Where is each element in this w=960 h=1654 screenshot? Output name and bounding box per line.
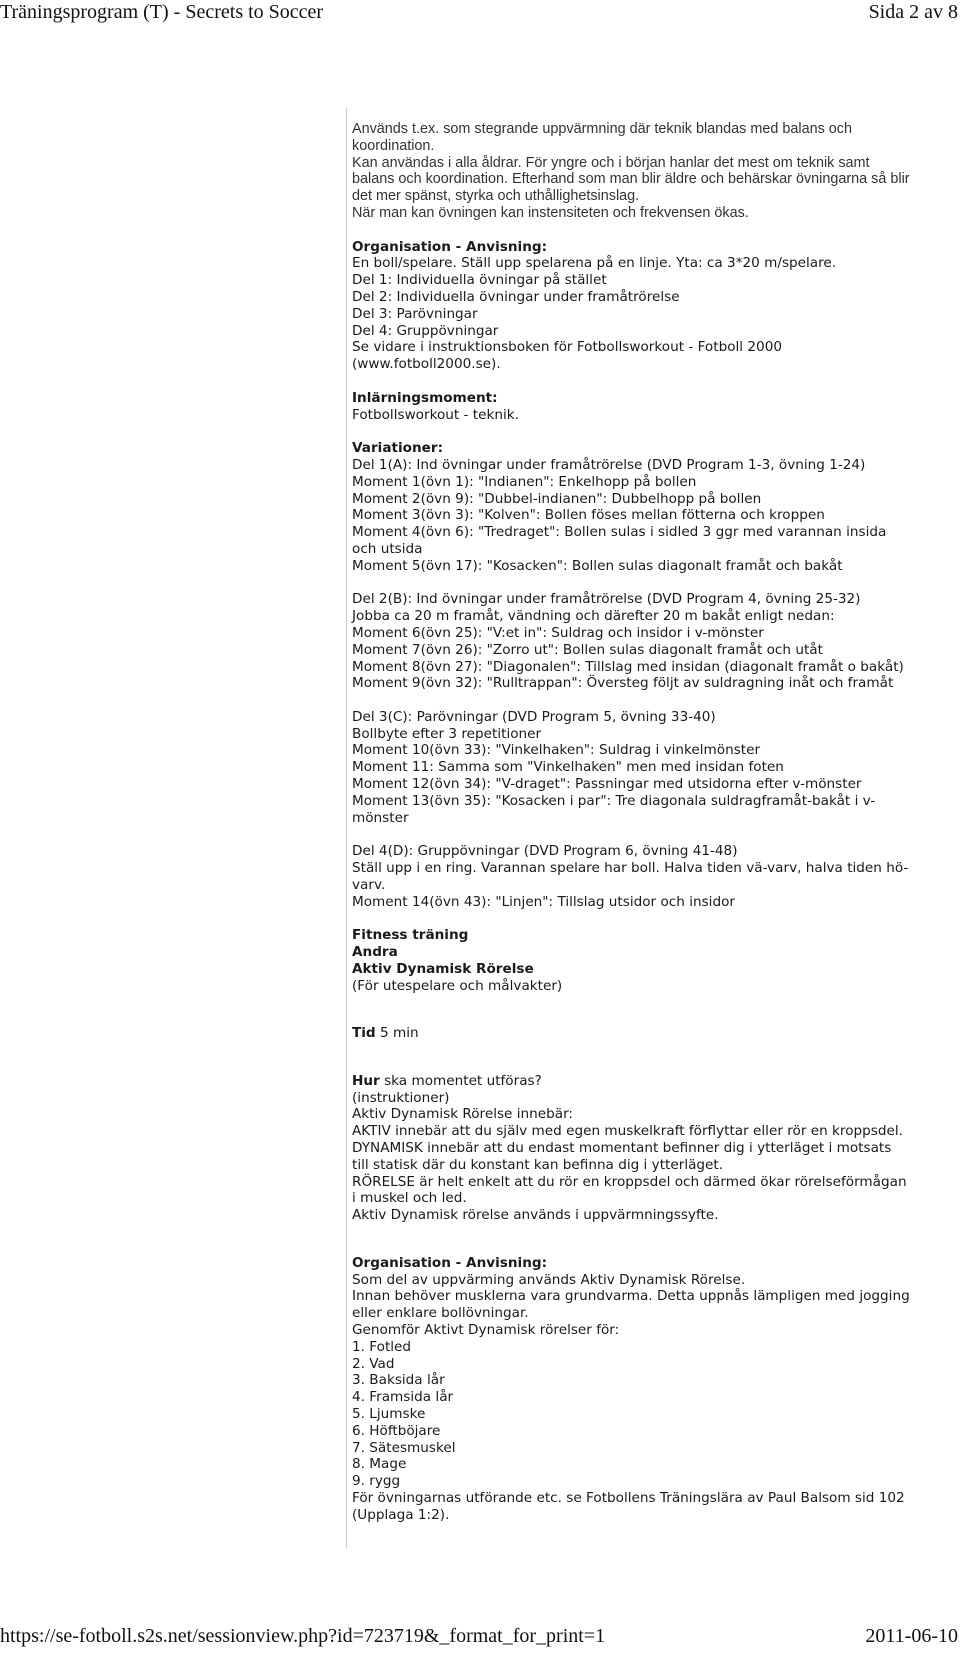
list-item: 5. Ljumske bbox=[352, 1405, 426, 1422]
variation-line: Ställ upp i en ring. Varannan spelare har boll. Halva tiden vä-varv, halva tiden hö-varv. bbox=[352, 860, 909, 893]
hur-line: DYNAMISK innebär att du endast momentant befinner dig i ytterläget i motsats till statisk där du konstant kan befinna dig i ytterläget. bbox=[352, 1140, 892, 1173]
variation-line: Del 1(A): Ind övningar under framåtrörelse (DVD Program 1-3, övning 1-24) bbox=[352, 456, 866, 473]
variation-line: Moment 7(övn 26): "Zorro ut": Bollen sulas diagonalt framåt och utåt bbox=[352, 641, 823, 658]
exercise-title: Aktiv Dynamisk Rörelse bbox=[352, 960, 534, 977]
organisation-line: Del 2: Individuella övningar under framåtrörelse bbox=[352, 288, 680, 305]
intro-line: När man kan övningen kan instensiteten och frekvensen ökas. bbox=[352, 204, 749, 221]
variation-line: Jobba ca 20 m framåt, vändning och därefter 20 m bakåt enligt nedan: bbox=[352, 608, 835, 625]
variation-line: Moment 1(övn 1): "Indianen": Enkelhopp på bollen bbox=[352, 473, 697, 490]
variation-line: Moment 2(övn 9): "Dubbel-indianen": Dubbelhopp på bollen bbox=[352, 490, 762, 507]
variationer-heading: Variationer: bbox=[352, 440, 444, 457]
session-content bbox=[352, 121, 912, 1524]
organisation-line: Som del av uppvärming används Aktiv Dynamisk Rörelse. bbox=[352, 1271, 746, 1288]
page-url: https://se-fotboll.s2s.net/sessionview.php?id=723719&_format_for_print=1 bbox=[0, 1625, 606, 1647]
variation-line: Moment 5(övn 17): "Kosacken": Bollen sulas diagonalt framåt och bakåt bbox=[352, 557, 843, 574]
hur-section bbox=[352, 1073, 912, 1224]
variation-line: Moment 10(övn 33): "Vinkelhaken": Suldrag i vinkelmönster bbox=[352, 742, 761, 759]
organisation-line: Del 3: Parövningar bbox=[352, 305, 478, 322]
variation-line: Bollbyte efter 3 repetitioner bbox=[352, 725, 542, 742]
variation-line: Moment 14(övn 43): "Linjen": Tillslag utsidor och insidor bbox=[352, 893, 735, 910]
list-item: 2. Vad bbox=[352, 1355, 395, 1372]
organisation-line: En boll/spelare. Ställ upp spelarena på en linje. Yta: ca 3*20 m/spelare. bbox=[352, 255, 837, 272]
variation-line: Moment 8(övn 27): "Diagonalen": Tillslag med insidan (diagonalt framåt o bakåt) bbox=[352, 658, 904, 675]
fitness-category: Fitness träning bbox=[352, 927, 469, 944]
list-item: 8. Mage bbox=[352, 1456, 407, 1473]
hur-line: (instruktioner) bbox=[352, 1089, 450, 1106]
variation-group-c bbox=[352, 709, 912, 827]
hur-line: AKTIV innebär att du själv med egen muskelkraft förflyttar eller rör en kroppsdel. bbox=[352, 1123, 903, 1140]
variation-group-b bbox=[352, 591, 912, 692]
list-item: 9. rygg bbox=[352, 1473, 401, 1490]
variation-line: Moment 4(övn 6): "Tredraget": Bollen sulas i sidled 3 ggr med varannan insida och utsida bbox=[352, 524, 887, 557]
left-divider bbox=[346, 108, 347, 1548]
inlarning-section bbox=[352, 390, 912, 424]
variation-line: Moment 12(övn 34): "V-draget": Passningar med utsidorna efter v-mönster bbox=[352, 776, 862, 793]
exercise-audience: (För utespelare och målvakter) bbox=[352, 977, 563, 994]
organisation-line: För övningarnas utförande etc. se Fotbollens Träningslära av Paul Balsom sid 102 (Upplaga 1:2). bbox=[352, 1489, 905, 1523]
list-item: 7. Sätesmuskel bbox=[352, 1439, 456, 1456]
organisation-heading: Organisation - Anvisning: bbox=[352, 1254, 548, 1271]
intro-line: Används t.ex. som stegrande uppvärmning där teknik blandas med balans och koordination. bbox=[352, 121, 852, 154]
list-item: 3. Baksida lår bbox=[352, 1372, 445, 1389]
variation-line: Moment 3(övn 3): "Kolven": Bollen föses mellan fötterna och kroppen bbox=[352, 507, 825, 524]
variation-line: Del 2(B): Ind övningar under framåtrörelse (DVD Program 4, övning 25-32) bbox=[352, 591, 861, 608]
variation-line: Moment 13(övn 35): "Kosacken i par": Tre diagonala suldragframåt-bakåt i v-mönster bbox=[352, 792, 876, 826]
variation-group-a bbox=[352, 457, 912, 575]
organisation-line: Del 4: Gruppövningar bbox=[352, 322, 499, 339]
variation-line: Del 4(D): Gruppövningar (DVD Program 6, övning 41-48) bbox=[352, 843, 738, 860]
tid-label: Tid bbox=[352, 1025, 376, 1042]
variation-line: Moment 11: Samma som "Vinkelhaken" men med insidan foten bbox=[352, 759, 784, 776]
fitness-section bbox=[352, 927, 912, 994]
tid-section bbox=[352, 1025, 912, 1042]
list-item: 1. Fotled bbox=[352, 1338, 412, 1355]
organisation-section bbox=[352, 239, 912, 373]
hur-line: Aktiv Dynamisk rörelse används i uppvärmningssyfte. bbox=[352, 1207, 719, 1224]
hur-label: Hur bbox=[352, 1072, 380, 1089]
page-number: Sida 2 av 8 bbox=[868, 1, 958, 23]
print-footer bbox=[0, 1624, 960, 1654]
organisation-line: Genomför Aktivt Dynamisk rörelser för: bbox=[352, 1321, 620, 1338]
intro-line: Kan användas i alla åldrar. För yngre och i början hanlar det mest om teknik samt balans och koordination. Efterhand som man blir äldre och behärskar övningarna så blir det mer spänst, styrka och uthållighetsinslag. bbox=[352, 154, 910, 205]
hur-question: ska momentet utföras? bbox=[379, 1072, 542, 1089]
list-item: 4. Framsida lår bbox=[352, 1389, 454, 1406]
organisation-line: Del 1: Individuella övningar på stället bbox=[352, 272, 607, 289]
document-title: Träningsprogram (T) - Secrets to Soccer bbox=[0, 1, 324, 23]
organisation-line: Se vidare i instruktionsboken för Fotbollsworkout - Fotboll 2000 (www.fotboll2000.se). bbox=[352, 339, 782, 373]
hur-line: Aktiv Dynamisk Rörelse innebär: bbox=[352, 1106, 574, 1123]
variation-group-d bbox=[352, 843, 912, 910]
organisation-heading: Organisation - Anvisning: bbox=[352, 238, 548, 255]
variationer-section bbox=[352, 440, 912, 910]
variation-line: Del 3(C): Parövningar (DVD Program 5, övning 33-40) bbox=[352, 708, 716, 725]
inlarning-heading: Inlärningsmoment: bbox=[352, 389, 498, 406]
tid-value: 5 min bbox=[375, 1025, 419, 1042]
organisation-section-2 bbox=[352, 1255, 912, 1524]
organisation-line: Innan behöver musklerna vara grundvarma. Detta uppnås lämpligen med jogging eller enklare bollövningar. bbox=[352, 1288, 910, 1322]
variation-line: Moment 9(övn 32): "Rulltrappan": Översteg följt av suldragning inåt och framåt bbox=[352, 675, 894, 692]
variation-line: Moment 6(övn 25): "V:et in": Suldrag och insidor i v-mönster bbox=[352, 624, 764, 641]
intro-text bbox=[352, 121, 912, 222]
print-header bbox=[0, 0, 960, 36]
fitness-subcategory: Andra bbox=[352, 944, 398, 961]
hur-line: RÖRELSE är helt enkelt att du rör en kroppsdel och därmed ökar rörelseförmågan i muskel och led. bbox=[352, 1173, 907, 1207]
print-date: 2011-06-10 bbox=[865, 1625, 958, 1647]
list-item: 6. Höftböjare bbox=[352, 1422, 441, 1439]
inlarning-text: Fotbollsworkout - teknik. bbox=[352, 406, 519, 423]
